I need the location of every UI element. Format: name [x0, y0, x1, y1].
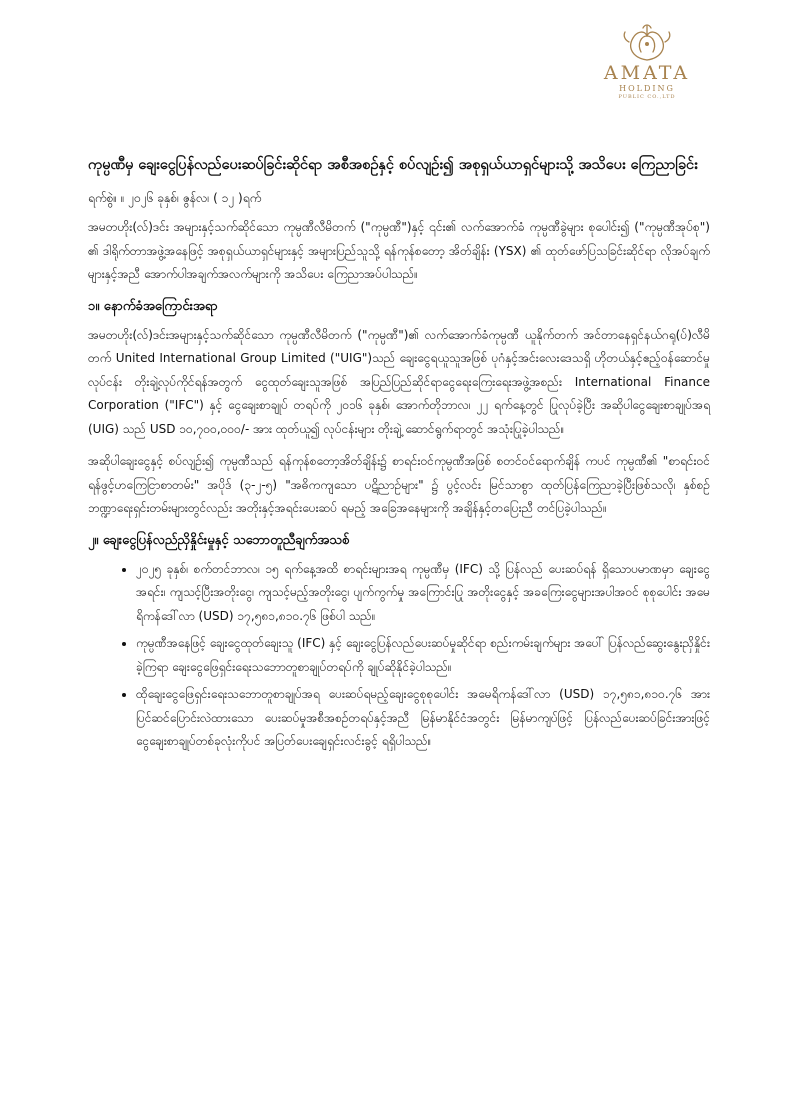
company-logo [597, 22, 697, 101]
section-heading-background: ၁။ နောက်ခံအကြောင်းအရာ [88, 298, 218, 314]
list-item: • ၂၀၂၅ ခုနှစ်၊ စက်တင်ဘာလ၊ ၁၅ ရက်နေ့အထိ စာရင်းများအရ ကုမ္ပဏီမှ (IFC) သို့ ပြန်လည် ပေးဆပ်ရန် ရှိသောပမာဏမှာ ချေးငွေအရင်း၊ ကျသင့်ပြီးအတိုးငွေ၊ ကျသင့်မည့်အတိုးငွေ၊ ပျက်ကွက်မှု အကြောင်းပြု အတိုးငွေနှင့် အခကြေးငွေများအပါအဝင် စုစုပေါင်း အမေရိကန်ဒေါ်လာ (USD) ၁၇,၅၈၁,၈၁၀.၇၆ ဖြစ်ပါ သည်။ [136, 558, 710, 629]
section-heading-renegotiation: ၂။ ချေးငွေပြန်လည်ညှိနှိုင်းမှုနှင့် သဘောတူညီချက်အသစ် [88, 532, 350, 548]
intro-paragraph: အမတဟိုး(လ်)ဒင်း အများနှင့်သက်ဆိုင်သော ကုမ္ပဏီလီမိတက် ("ကုမ္ပဏီ")နှင့် ၎င်း၏ လက်အောက်ခံ ကုမ္ပဏီခွဲများ စုပေါင်း၍ ("ကုမ္ပဏီအုပ်စု") ၏ ဒါရိုက်တာအဖွဲ့အနေဖြင့် အစုရှယ်ယာရှင်များနှင့် အများပြည်သူသို့ ရန်ကုန်စတော့ အိတ်ချိန်း (YSX) ၏ ထုတ်ဖော်ပြသခြင်းဆိုင်ရာ လိုအပ်ချက်များနှင့်အညီ အောက်ပါအချက်အလက်များကို အသိပေး ကြေညာအပ်ပါသည်။ [88, 220, 710, 281]
page-title: ကုမ္ပဏီမှ ချေးငွေပြန်လည်ပေးဆပ်ခြင်းဆိုင်ရာ အစီအစဉ်နှင့် စပ်လျဉ်း၍ အစုရှယ်ယာရှင်များသို့ အသိပေး ကြေညာခြင်း [88, 157, 698, 173]
list-item: • ကုမ္ပဏီအနေဖြင့် ချေးငွေထုတ်ချေးသူ (IFC) နှင့် ချေးငွေပြန်လည်ပေးဆပ်မှုဆိုင်ရာ စည်းကမ်းချက်များ အပေါ် ပြန်လည်ဆွေးနွေးညှိနှိုင်းခဲ့ကြရာ ချေးငွေဖြေရှင်းရေးသဘောတူစာချုပ်တရပ်ကို ချုပ်ဆိုနိုင်ခဲ့ပါသည်။ [136, 632, 710, 679]
logo-name: AMATA [603, 62, 691, 84]
announcement-body [88, 152, 710, 758]
background-paragraph-1: အမတဟိုး(လ်)ဒင်းအများနှင့်သက်ဆိုင်သော ကုမ္ပဏီလီမိတက် ("ကုမ္ပဏီ")၏ လက်အောက်ခံကုမ္ပဏီ ယူနိုက်တက် အင်တာနေရှင်နယ်ဂရု(ပ်)လီမိတက် United International Group Limited ("UIG")သည် ချေးငွေရယူသူအဖြစ် ပုဂံနှင့်အင်းလေးဒေသရှိ ဟိုတယ်နှင့်ဧည့်ဝန်ဆောင်မှုလုပ်ငန်း တိုးချဲ့လုပ်ကိုင်ရန်အတွက် ငွေထုတ်ချေးသူအဖြစ် အပြည်ပြည်ဆိုင်ရာငွေရေးကြေးရေးအဖွဲ့အစည်း International Finance Corporation ("IFC") နှင့် ငွေချေးစာချုပ် တရပ်ကို ၂၀၁၆ ခုနှစ်၊ အောက်တိုဘာလ၊ ၂၂ ရက်နေ့တွင် ပြုလုပ်ခဲ့ပြီး အဆိုပါငွေချေးစာချုပ်အရ (UIG) သည် USD ၁၀,၇၀၀,၀၀၀/- အား ထုတ်ယူ၍ လုပ်ငန်းများ တိုးချဲ့ ဆောင်ရွက်ရာတွင် အသုံးပြုခဲ့ပါသည်။ [88, 327, 710, 436]
logo-subtitle: HOLDING [619, 84, 675, 93]
logo-subtitle-2: PUBLIC CO.,LTD [618, 94, 676, 100]
amata-swan-emblem-icon [619, 22, 675, 62]
background-paragraph-2: အဆိုပါချေးငွေနှင့် စပ်လျဉ်း၍ ကုမ္ပဏီသည် ရန်ကုန်စတော့အိတ်ချိန်း၌ စာရင်းဝင်ကုမ္ပဏီအဖြစ် စတင်ဝင်ရောက်ချိန် ကပင် ကုမ္ပဏီ၏ "စာရင်းဝင်ရန်ဖွင့်ဟကြေငြာစာတမ်း" အပိုဒ် (၃-၂-၅) "အဓိကကျသော ပဋိညာဉ်များ" ၌ ပွင့်လင်း မြင်သာစွာ ထုတ်ပြန်ကြေညာခဲ့ပြီးဖြစ်သလို၊ နှစ်စဉ်ဘဏ္ဍာရေးရှင်းတမ်းများတွင်လည်း အတိုးနှင့်အရင်းပေးဆပ် ရမည့် အခြေအနေများကို အချိန်နှင့်တပြေးညီ တင်ပြခဲ့ပါသည်။ [88, 454, 710, 515]
renegotiation-list [88, 558, 710, 754]
date-line: ရက်စွဲ။ ။ ၂၀၂၆ ခုနှစ်၊ ဇွန်လ၊ ( ၁၂ )ရက် [88, 191, 262, 205]
list-item: • ထိုချေးငွေဖြေရှင်းရေးသဘောတူစာချုပ်အရ ပေးဆပ်ရမည့်ချေးငွေစုစုပေါင်း အမေရိကန်ဒေါ်လာ (USD) ၁၇,၅၈၁,၈၁၀.၇၆ အား ပြင်ဆင်ပြောင်းလဲထားသော ပေးဆပ်မှုအစီအစဉ်တရပ်နှင့်အညီ မြန်မာနိုင်ငံအတွင်း မြန်မာကျပ်ဖြင့် ပြန်လည်ပေးဆပ်ခြင်းအားဖြင့် ငွေချေးစာချုပ်တစ်ခုလုံးကိုပင် အပြတ်ပေးချေရှင်းလင်းခွင့် ရရှိပါသည်။ [136, 683, 710, 754]
